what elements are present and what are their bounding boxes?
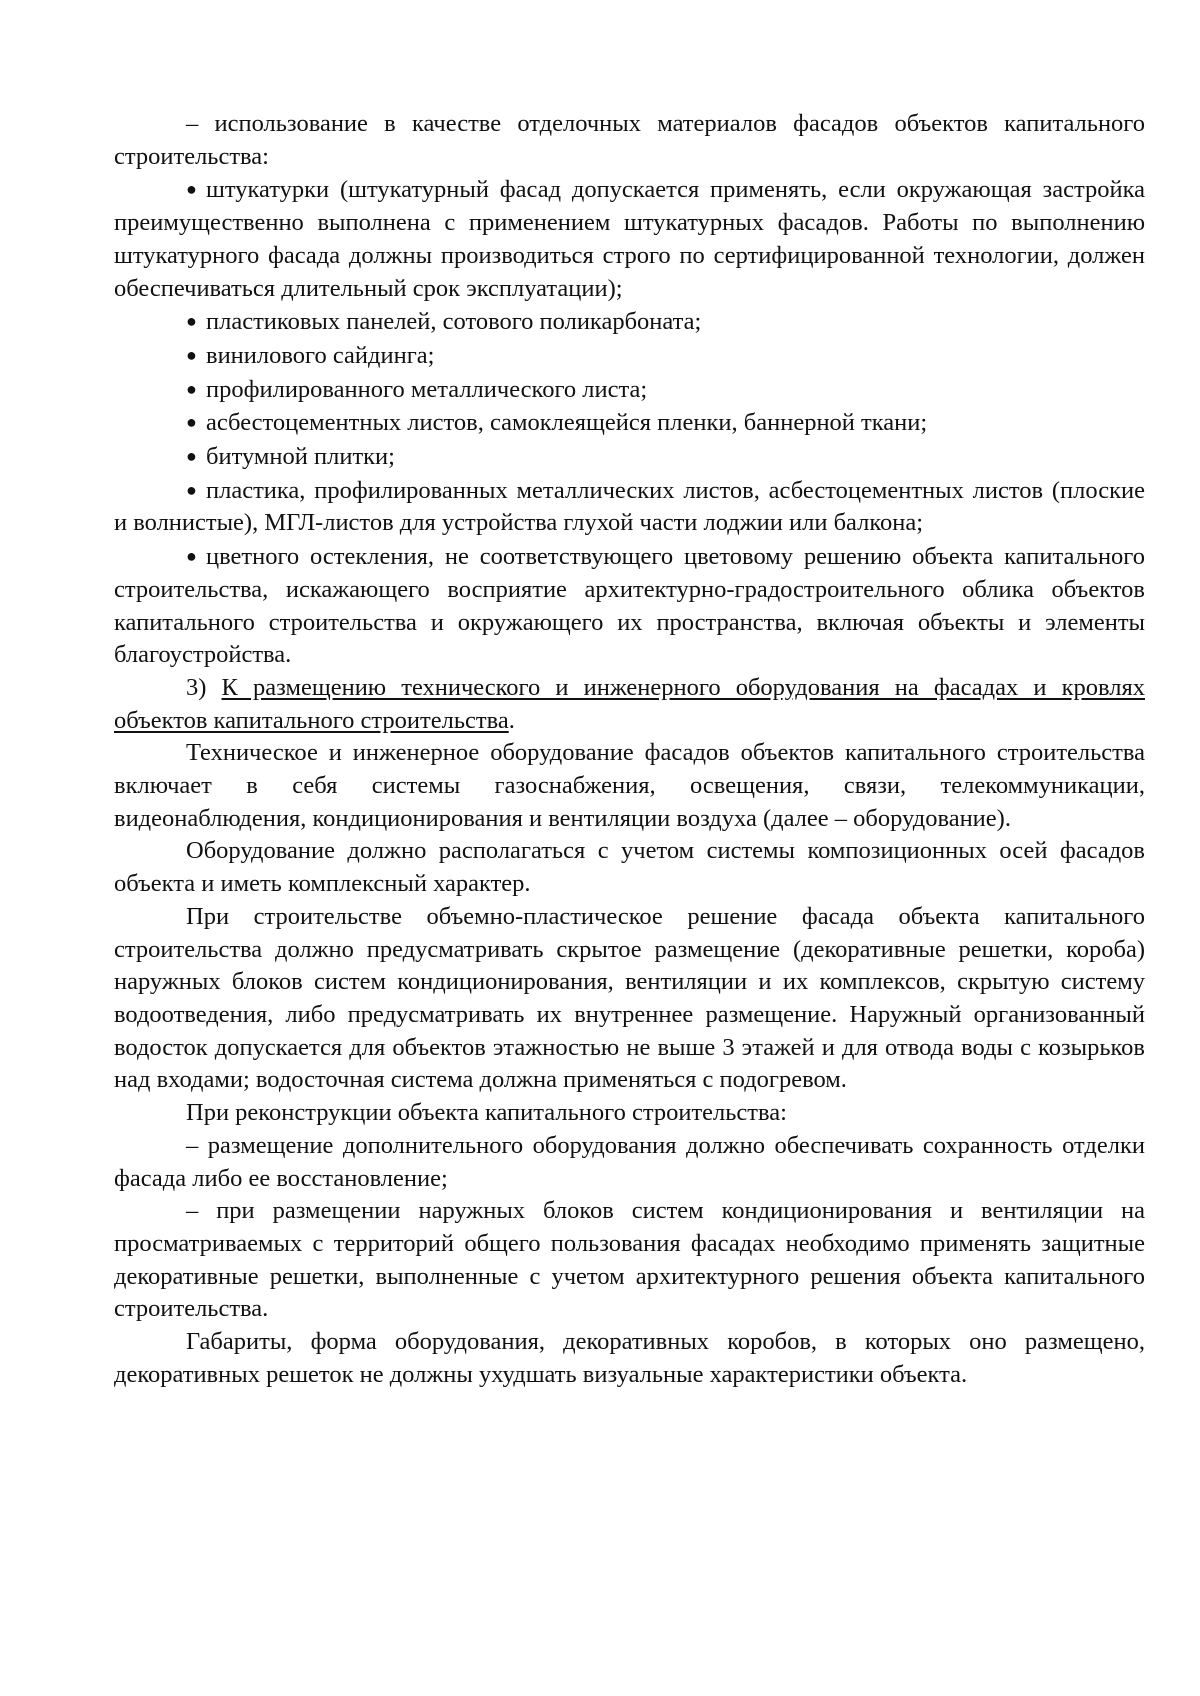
bullet-dot-icon: ●: [186, 378, 197, 399]
bullet-item-text: цветного остекления, не соответствующего цветовому решению объекта капитального строительства, искажающего восприятие архитектурно-градостроительного облика объектов капитального строительства и окружающего их пространства, включая объекты и элементы благоустройства.: [114, 543, 1145, 669]
bullet-dot-icon: ●: [186, 446, 197, 467]
bullet-item-text: битумной плитки;: [206, 443, 395, 471]
bullet-dot-icon: ●: [186, 344, 197, 365]
paragraph-text: Оборудование должно располагаться с учетом системы композиционных осей фасадов объекта и иметь комплексный характер.: [114, 837, 1145, 898]
bullet-item-plastic-panels: [114, 305, 1145, 339]
dash-item-text: – использование в качестве отделочных материалов фасадов объектов капитального строительства:: [114, 110, 1145, 170]
bullet-item-colored-glazing: [114, 540, 1145, 672]
paragraph-text: Техническое и инженерное оборудование фасадов объектов капитального строительства включает в себя системы газоснабжения, освещения, связи, телекоммуникации, видеонаблюдения, кондиционирования и вентиляции воздуха (далее – оборудование).: [114, 739, 1145, 832]
bullet-dot-icon: ●: [186, 479, 197, 500]
document-page: [114, 108, 1145, 1391]
section-heading-equipment: [114, 672, 1145, 737]
dash-item-text: – при размещении наружных блоков систем кондиционирования и вентиляции на просматриваемых с территорий общего пользования фасадах необходимо применять защитные декоративные решетки, выполненные с учетом архитектурного решения объекта капитального строительства.: [114, 1197, 1145, 1323]
bullet-dot-icon: ●: [186, 546, 197, 567]
paragraph-text: Габариты, форма оборудования, декоративных коробов, в которых оно размещено, декоративных решеток не должны ухудшать визуальные характеристики объекта.: [114, 1328, 1145, 1388]
bullet-item-vinyl-siding: [114, 339, 1145, 373]
bullet-item-plaster: [114, 173, 1145, 305]
paragraph-text: При реконструкции объекта капитального строительства:: [186, 1099, 787, 1127]
section-heading-tail: .: [508, 706, 515, 734]
bullet-item-text: винилового сайдинга;: [206, 341, 435, 369]
bullet-item-asbestos-sheets: [114, 406, 1145, 440]
dash-item-text: – размещение дополнительного оборудования должно обеспечивать сохранность отделки фасада либо ее восстановление;: [114, 1131, 1145, 1192]
bullet-item-bitumen-tiles: [114, 440, 1145, 474]
bullet-dot-icon: ●: [186, 412, 197, 433]
bullet-item-text: штукатурки (штукатурный фасад допускается применять, если окружающая застройка преимущественно выполнена с применением штукатурных фасадов. Работы по выполнению штукатурного фасада должны производиться строго по сертифицированной технологии, должен обеспечиваться длительный срок эксплуатации);: [114, 176, 1145, 302]
dash-item-outdoor-units: [114, 1195, 1145, 1326]
bullet-item-text: профилированного металлического листа;: [206, 375, 648, 403]
paragraph-equipment-axes: [114, 835, 1145, 900]
paragraph-reconstruction: [114, 1097, 1145, 1130]
bullet-item-loggia-materials: [114, 474, 1145, 540]
bullet-dot-icon: ●: [186, 311, 197, 332]
paragraph-equipment-definition: [114, 737, 1145, 835]
bullet-item-text: асбестоцементных листов, самоклеящейся пленки, баннерной ткани;: [206, 409, 928, 437]
bullet-item-text: пластиковых панелей, сотового поликарбоната;: [206, 308, 702, 336]
bullet-item-text: пластика, профилированных металлических листов, асбестоцементных листов (плоские и волнистые), МГЛ-листов для устройства глухой части лоджии или балкона;: [114, 476, 1145, 537]
section-number: 3): [186, 673, 207, 701]
section-heading-text: К размещению технического и инженерного оборудования на фасадах и кровлях объектов капитального строительства: [114, 673, 1145, 734]
bullet-dot-icon: ●: [186, 179, 197, 200]
dash-item-finishing-materials: [114, 108, 1145, 173]
paragraph-text: При строительстве объемно-пластическое решение фасада объекта капитального строительства должно предусматривать скрытое размещение (декоративные решетки, короба) наружных блоков систем кондиционирования, вентиляции и их комплексов, скрытую систему водоотведения, либо предусматривать их внутреннее размещение. Наружный организованный водосток допускается для объектов этажностью не выше 3 этажей и для отвода воды с козырьков над входами; водосточная система должна применяться с подогревом.: [114, 902, 1145, 1094]
paragraph-dimensions: [114, 1326, 1145, 1391]
dash-item-additional-equipment: [114, 1130, 1145, 1195]
paragraph-construction: [114, 901, 1145, 1097]
bullet-item-metal-sheet: [114, 373, 1145, 407]
